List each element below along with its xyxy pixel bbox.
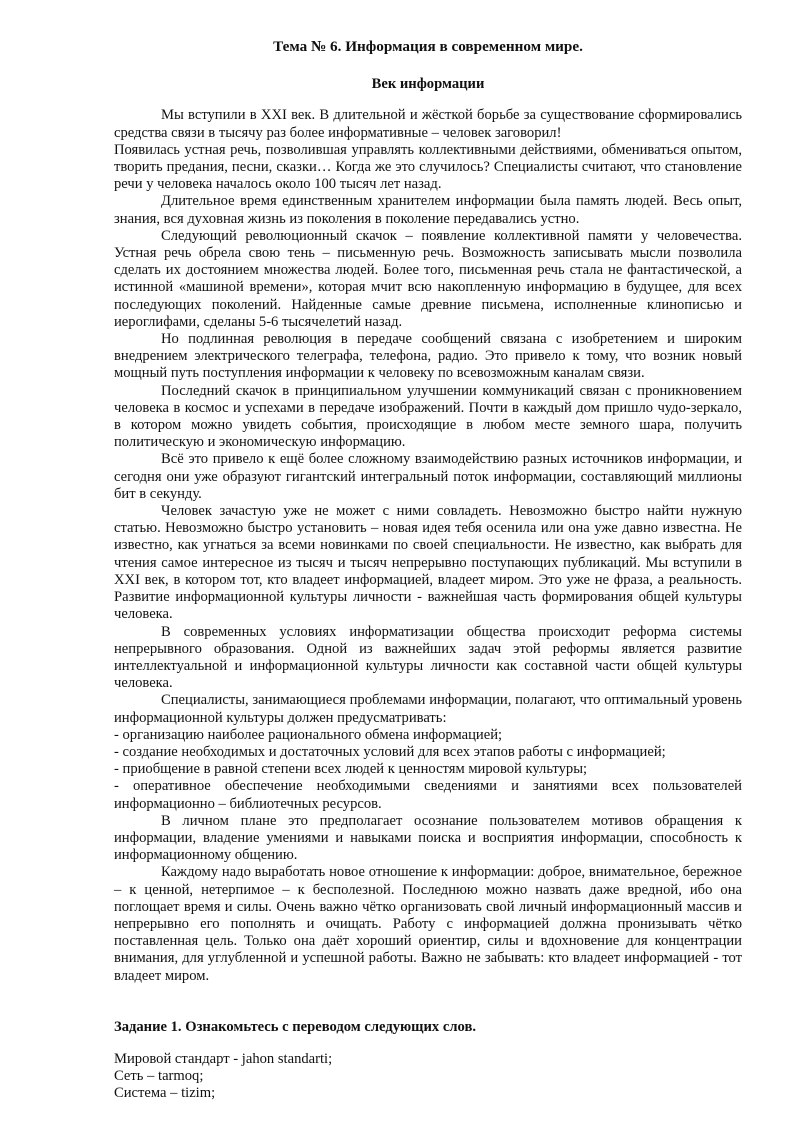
paragraph: Следующий революционный скачок – появление коллективной памяти у человечества. Устная речь обрела свою тень – письменную речь. Возможность записывать мысли позволила сделать их достоянием множества людей. Более того, письменная речь стала не фантастической, а истинной «машиной времени», которая мчит всю накопленную информацию в будущее, для всех последующих поколений. Найденные самые древние письмена, исполненные клинописью и иероглифами, сделаны 5-6 тысячелетий назад.	[114, 227, 742, 330]
task-title: Задание 1. Ознакомьтесь с переводом следующих слов.	[114, 1018, 476, 1035]
document-page	[114, 38, 742, 1103]
vocab-item: Сеть – tarmoq;	[114, 1068, 204, 1085]
paragraph: Каждому надо выработать новое отношение к информации: доброе, внимательное, бережное – к ценной, нетерпимое – к бесполезной. Последнюю можно назвать даже вредной, ибо она поглощает время и силы. Очень важно чётко организовать свой личный информационный массив и непрерывно его пополнять и очищать. Работу с информацией должна пронизывать чётко поставленная цель. Только она даёт хороший ориентир, силы и вдохновение для концентрации внимания, для углубленной и успешной работы. Важно не забывать: кто владеет информацией - тот владеет миром.	[114, 864, 742, 984]
paragraph: Всё это привело к ещё более сложному взаимодействию разных источников информации, и сегодня они уже образуют гигантский интегральный поток информации, составляющий миллионы бит в секунду.	[114, 451, 742, 502]
list-item: - организацию наиболее рационального обмена информацией;	[114, 726, 503, 743]
list-item: - оперативное обеспечение необходимыми сведениями и занятиями всех пользователей информационно – библиотечных ресурсов.	[114, 778, 742, 812]
paragraph: Специалисты, занимающиеся проблемами информации, полагают, что оптимальный уровень информационной культуры должен предусматривать:	[114, 692, 742, 726]
paragraph: Но подлинная революция в передаче сообщений связана с изобретением и широким внедрением электрического телеграфа, телефона, радио. Это привело к тому, что возник новый мощный путь поступления информации к человеку по всевозможным каналам связи.	[114, 331, 742, 382]
paragraph: Мы вступили в XXI век. В длительной и жёсткой борьбе за существование сформировались средства связи в тысячу раз более информативные – человек заговорил!	[114, 107, 742, 141]
vocab-item: Система – tizim;	[114, 1085, 216, 1102]
paragraph: Человек зачастую уже не может с ними совладеть. Невозможно быстро найти нужную статью. Невозможно быстро установить – новая идея тебя осенила или она уже давно известна. Не известно, как угнаться за всеми новинками по своей специальности. Не известно, как выбрать для чтения самое интересное из тысяч и тысяч непрерывно поступающих публикаций. Мы вступили в XXI век, в котором тот, кто владеет информацией, владеет миром. Это уже не фраза, а реальность. Развитие информационной культуры личности - важнейшая часть формирования общей культуры человека.	[114, 503, 742, 623]
section-subtitle: Век информации	[371, 76, 485, 93]
vocab-item: Мировой стандарт - jahon standarti;	[114, 1050, 333, 1067]
paragraph: В личном плане это предполагает осознание пользователем мотивов обращения к информации, владение умениями и навыками поиска и восприятия информации, способность к информационному общению.	[114, 812, 742, 864]
paragraph: Появилась устная речь, позволившая управлять коллективными действиями, обмениваться опытом, творить предания, песни, сказки… Когда же это случилось? Специалисты считают, что становление речи у человека началось около 100 тысяч лет назад.	[114, 141, 742, 193]
document-title: Тема № 6. Информация в современном мире.	[273, 38, 583, 55]
paragraph: Последний скачок в принципиальном улучшении коммуникаций связан с проникновением человека в космос и успехами в передаче изображений. Почти в каждый дом пришло чудо-зеркало, в котором можно увидеть события, происходящие в любом месте земного шара, получить политическую и экономическую информацию.	[114, 382, 742, 451]
paragraph: В современных условиях информатизации общества происходит реформа системы непрерывного образования. Одной из важнейших задач этой реформы является развитие интеллектуальной и информационной культуры личности как составной части общей культуры человека.	[114, 623, 742, 692]
list-item: - приобщение в равной степени всех людей к ценностям мировой культуры;	[114, 761, 588, 778]
paragraph: Длительное время единственным хранителем информации была память людей. Весь опыт, знания, вся духовная жизнь из поколения в поколение передавались устно.	[114, 193, 742, 227]
list-item: - создание необходимых и достаточных условий для всех этапов работы с информацией;	[114, 743, 666, 760]
